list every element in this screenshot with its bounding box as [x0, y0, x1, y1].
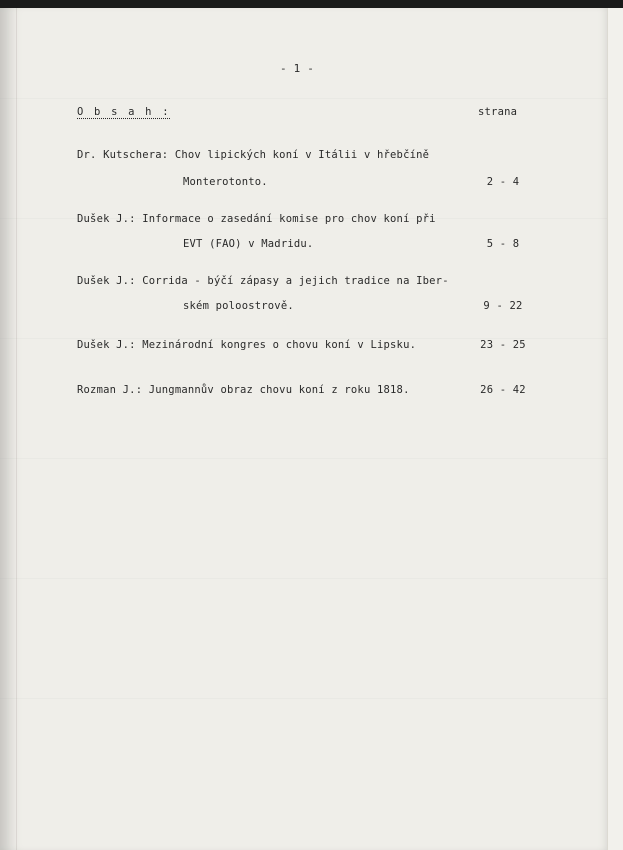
toc-entry-title: Rozman J.: Jungmannův obraz chovu koní z roku 1818. — [77, 384, 410, 396]
bleed-through-line — [0, 578, 608, 579]
toc-entry-pages: 5 - 8 — [486, 238, 520, 250]
bleed-through-line — [0, 458, 608, 459]
toc-entry-title-continued: EVT (FAO) v Madridu. — [183, 238, 314, 250]
bleed-through-line — [0, 698, 608, 699]
toc-entry-title: Dr. Kutschera: Chov lipických koní v Itálii v hřebčíně — [77, 149, 430, 161]
toc-heading: O b s a h : — [77, 106, 171, 118]
binding-shadow — [16, 8, 17, 850]
toc-entry-pages: 23 - 25 — [480, 339, 526, 351]
toc-entry-title: Dušek J.: Informace o zasedání komise pro chov koní při — [77, 213, 436, 225]
toc-entry-title: Dušek J.: Corrida - býčí zápasy a jejich tradice na Iber- — [77, 275, 449, 287]
toc-entry-title-continued: Monterotonto. — [183, 176, 268, 188]
toc-entry-pages: 26 - 42 — [480, 384, 526, 396]
page-number: - 1 - — [280, 62, 315, 75]
toc-entry-pages: 9 - 22 — [483, 300, 523, 312]
toc-entry-pages: 2 - 4 — [486, 176, 520, 188]
bleed-through-line — [0, 98, 608, 99]
next-page-edge — [607, 8, 623, 850]
toc-entry-title: Dušek J.: Mezinárodní kongres o chovu koní v Lipsku. — [77, 339, 417, 351]
pages-column-label: strana — [478, 106, 518, 118]
document-page — [0, 8, 608, 850]
toc-entry-title-continued: ském poloostrově. — [183, 300, 294, 312]
